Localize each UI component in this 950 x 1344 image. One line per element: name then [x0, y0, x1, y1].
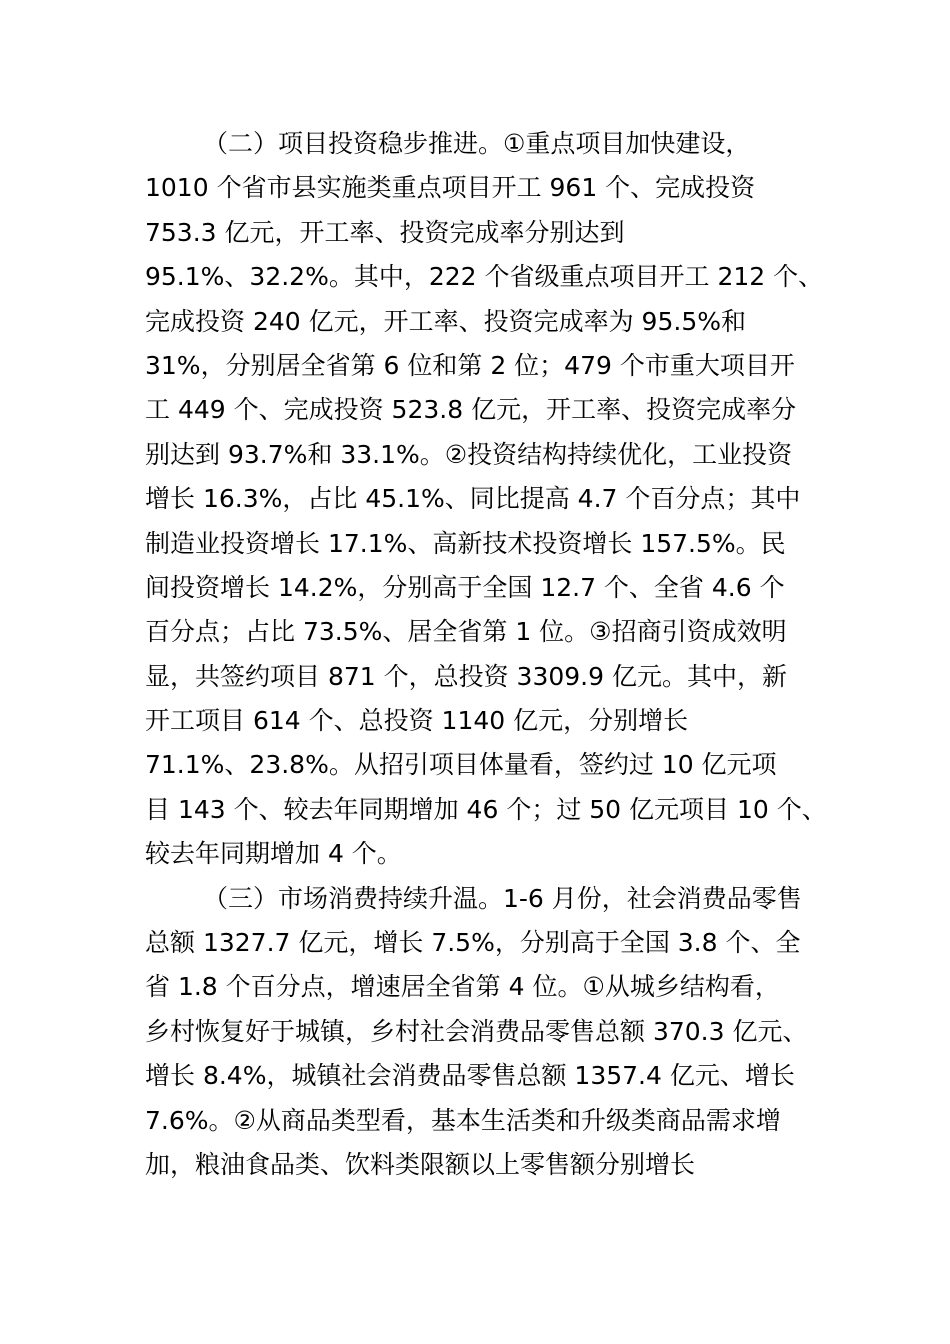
paragraph-3-heading-line: （三）市场消费持续升温。1-6 月份，社会消费品零售	[203, 883, 802, 913]
text-line: 较去年同期增加 4 个。	[145, 839, 402, 869]
text-line: 加，粮油食品类、饮料类限额以上零售额分别增长	[145, 1149, 696, 1179]
text-line: 百分点；占比 73.5%、居全省第 1 位。③招商引资成效明	[145, 617, 787, 647]
text-line: 95.1%、32.2%。其中，222 个省级重点项目开工 212 个、	[145, 262, 824, 292]
text-line: 乡村恢复好于城镇，乡村社会消费品零售总额 370.3 亿元、	[145, 1016, 808, 1046]
text-line: 增长 8.4%，城镇社会消费品零售总额 1357.4 亿元、增长	[145, 1061, 795, 1091]
text-line: 工 449 个、完成投资 523.8 亿元，开工率、投资完成率分	[145, 395, 797, 425]
text-line: 别达到 93.7%和 33.1%。②投资结构持续优化，工业投资	[145, 439, 793, 469]
text-line: 开工项目 614 个、总投资 1140 亿元，分别增长	[145, 706, 689, 736]
text-line: 7.6%。②从商品类型看，基本生活类和升级类商品需求增	[145, 1105, 781, 1135]
text-line: 71.1%、23.8%。从招引项目体量看，签约过 10 亿元项	[145, 750, 777, 780]
text-line: 间投资增长 14.2%，分别高于全国 12.7 个、全省 4.6 个	[145, 572, 785, 602]
text-line: 省 1.8 个百分点，增速居全省第 4 位。①从城乡结构看，	[145, 972, 780, 1002]
body-text	[145, 122, 825, 1187]
text-line: 1010 个省市县实施类重点项目开工 961 个、完成投资	[145, 173, 756, 203]
text-line: 目 143 个、较去年同期增加 46 个；过 50 亿元项目 10 个、	[145, 794, 827, 824]
text-line: 显，共签约项目 871 个，总投资 3309.9 亿元。其中，新	[145, 661, 787, 691]
text-line: 31%，分别居全省第 6 位和第 2 位；479 个市重大项目开	[145, 350, 795, 380]
text-line: 完成投资 240 亿元，开工率、投资完成率为 95.5%和	[145, 306, 746, 336]
text-line: 总额 1327.7 亿元，增长 7.5%，分别高于全国 3.8 个、全	[145, 928, 801, 958]
paragraph-2-heading-line: （二）项目投资稳步推进。①重点项目加快建设，	[203, 129, 751, 158]
text-line: 增长 16.3%，占比 45.1%、同比提高 4.7 个百分点；其中	[145, 484, 801, 514]
text-line: 753.3 亿元，开工率、投资完成率分别达到	[145, 217, 625, 247]
text-line: 制造业投资增长 17.1%、高新技术投资增长 157.5%。民	[145, 528, 786, 558]
